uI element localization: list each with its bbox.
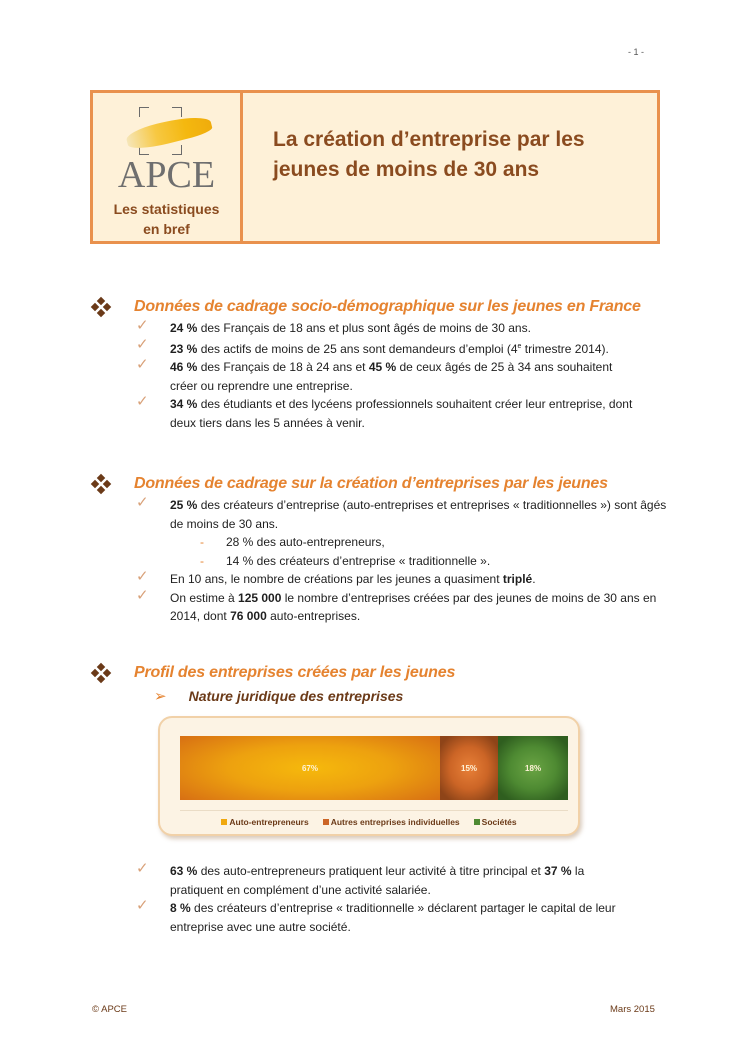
stat-value: 125 000: [238, 590, 282, 605]
diamond-bullet-icon: [92, 475, 110, 493]
tagline-line-2: en bref: [143, 221, 190, 237]
stat-value: 76 000: [230, 609, 267, 623]
section-heading: [92, 661, 455, 685]
legend-item: [221, 817, 308, 827]
footer-copyright: © APCE: [92, 1004, 127, 1015]
list-item: [136, 358, 636, 395]
item-text: le nombre d’entreprises créées par des jeunes de moins de 30 ans en 2014, dont: [170, 590, 657, 623]
bullet-list: [136, 862, 656, 936]
check-icon: ✓: [136, 494, 149, 511]
stat-value: 8 %: [170, 901, 191, 915]
footer-date: Mars 2015: [610, 1004, 655, 1015]
logo-swoosh-icon: [124, 111, 213, 153]
logo-bracket-icon: [139, 107, 149, 117]
item-text: des Français de 18 à 24 ans et: [197, 360, 369, 374]
stat-value: 45 %: [368, 360, 397, 374]
section-profil-entreprises: [92, 661, 455, 707]
section-heading: [92, 472, 676, 496]
stat-value: 34 %: [170, 397, 198, 411]
list-item: [136, 862, 636, 899]
item-text: des auto-entrepreneurs pratiquent leur activité à titre principal et: [197, 864, 545, 878]
stat-value: 24 %: [170, 321, 198, 335]
check-icon: ✓: [136, 393, 149, 410]
section-title: Données de cadrage socio-démographique sur les jeunes en France: [134, 298, 641, 315]
item-text: .: [532, 572, 536, 586]
sub-item-text: 28 % des auto-entrepreneurs,: [226, 535, 385, 549]
dash-icon: -: [200, 553, 204, 568]
check-icon: ✓: [136, 897, 149, 914]
legal-form-chart: [158, 716, 580, 836]
sub-list: [200, 533, 676, 570]
item-text: des actifs de moins de 25 ans sont demandeurs d’emploi (4: [197, 341, 518, 356]
item-text: On estime à: [170, 590, 239, 605]
stat-value: 46 %: [170, 360, 198, 374]
section-socio-demographique: [92, 295, 641, 432]
stat-value: 23 %: [170, 341, 198, 356]
item-text: trimestre 2014).: [521, 341, 609, 356]
check-icon: ✓: [136, 317, 149, 334]
section-profil-details: [92, 862, 656, 936]
chart-legend: [160, 817, 578, 827]
legend-swatch-icon: [221, 819, 227, 825]
subsection-heading: [154, 685, 455, 707]
list-item: [136, 395, 636, 432]
sub-list-item: [200, 552, 676, 571]
item-text: des créateurs d’entreprise (auto-entreprises et entreprises « traditionnelles ») sont âgés de moins de 30 ans.: [170, 498, 667, 531]
stat-value: 63 %: [170, 864, 198, 878]
list-item: [136, 496, 676, 570]
stacked-bar: [180, 736, 568, 800]
logo-wordmark: APCE: [117, 154, 216, 196]
stat-value: 25 %: [170, 498, 198, 512]
sub-item-text: 14 % des créateurs d’entreprise « traditionnelle ».: [226, 553, 491, 568]
bar-segment-auto-entrepreneurs: [180, 736, 440, 800]
banner-logo-panel: [93, 93, 243, 241]
item-text: la pratiquent en complément d’une activité salariée.: [170, 864, 585, 897]
dash-icon: -: [200, 535, 204, 549]
title-line-2: jeunes de moins de 30 ans: [273, 158, 540, 181]
item-text: de ceux âgés de 25 à 34 ans souhaitent créer ou reprendre une entreprise.: [170, 360, 613, 393]
title-line-1: La création d’entreprise par les: [273, 128, 585, 151]
tagline-line-1: Les statistiques: [113, 201, 220, 217]
section-creation-jeunes: [92, 472, 676, 626]
banner-tagline: [114, 199, 220, 239]
section-title: Profil des entreprises créées par les jeunes: [134, 664, 456, 681]
diamond-bullet-icon: [92, 298, 110, 316]
check-icon: ✓: [136, 586, 149, 604]
bar-segment-societes: [498, 736, 568, 800]
bar-segment-autres-entreprises: [440, 736, 498, 800]
legend-swatch-icon: [323, 819, 329, 825]
item-text: des créateurs d’entreprise « traditionnelle » déclarent partager le capital de leur entreprise avec une autre société.: [170, 901, 616, 934]
legend-label: Auto-entrepreneurs: [229, 817, 309, 827]
legend-swatch-icon: [474, 819, 480, 825]
document-title: [273, 125, 657, 185]
list-item: [136, 335, 641, 359]
list-item: [136, 586, 676, 626]
apce-logo: [112, 101, 222, 196]
legend-item: [323, 817, 460, 827]
banner-title-panel: [243, 93, 657, 241]
page-number: - 1 -: [628, 47, 645, 57]
item-text: En 10 ans, le nombre de créations par les jeunes a quasiment: [170, 572, 503, 586]
superscript: e: [517, 342, 522, 350]
section-title: Données de cadrage sur la création d’entreprises par les jeunes: [134, 475, 608, 492]
chart-axis-line: [180, 810, 568, 811]
data-label: 15%: [461, 763, 478, 773]
data-label: 67%: [301, 763, 318, 773]
item-text: des Français de 18 ans et plus sont âgés de moins de 30 ans.: [197, 321, 531, 335]
bullet-list: [136, 496, 676, 626]
item-text: des étudiants et des lycéens professionnels souhaitent créer leur entreprise, dont deux tiers dans les 5 années à venir.: [170, 397, 633, 430]
bullet-list: [136, 319, 641, 432]
list-item: [136, 570, 676, 589]
check-icon: ✓: [136, 335, 149, 353]
check-icon: ✓: [136, 860, 149, 877]
legend-label: Autres entreprises individuelles: [330, 817, 460, 827]
diamond-bullet-icon: [92, 664, 110, 682]
legend-label: Sociétés: [481, 817, 517, 827]
logo-bracket-icon: [172, 107, 182, 117]
stat-value: 37 %: [544, 864, 572, 878]
stat-value: triplé: [502, 572, 533, 586]
data-label: 18%: [525, 763, 542, 773]
sub-list-item: [200, 533, 676, 552]
legend-item: [474, 817, 517, 827]
list-item: [136, 319, 641, 338]
item-text: auto-entreprises.: [266, 609, 361, 623]
section-heading: [92, 295, 641, 319]
list-item: [136, 899, 656, 936]
subsection-title: Nature juridique des entreprises: [188, 688, 404, 704]
arrow-bullet-icon: ➢: [154, 688, 167, 705]
header-banner: [90, 90, 660, 244]
check-icon: ✓: [136, 356, 149, 373]
check-icon: ✓: [136, 568, 149, 585]
